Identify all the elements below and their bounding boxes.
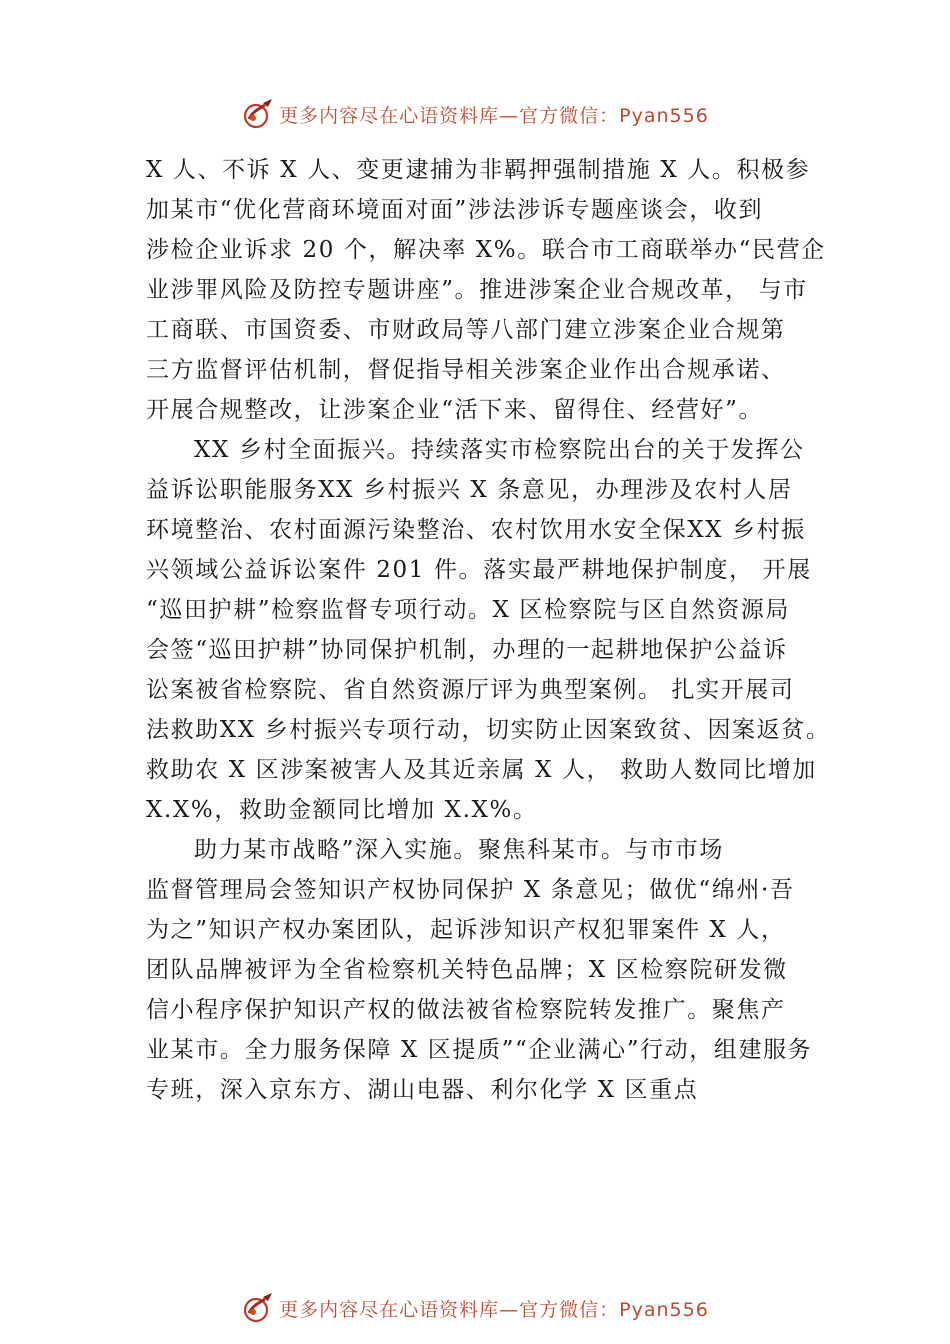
text-line: 加某市“优化营商环境面对面”涉法涉诉专题座谈会，收到 [146, 197, 764, 223]
text-line: 兴领域公益诉讼案件 201 件。落实最严耕地保护制度， 开展 [146, 557, 812, 583]
header-text: 更多内容尽在心语资料库—官方微信：Pyan556 [279, 104, 709, 127]
text-line: 信小程序保护知识产权的做法被省检察院转发推广。聚焦产 [146, 997, 786, 1023]
text-line: 法救助XX 乡村振兴专项行动，切实防止因案致贫、因案返贫。 [146, 717, 831, 743]
paragraph [146, 830, 836, 1110]
text-line: 团队品牌被评为全省检察机关特色品牌；X 区检察院研发微 [146, 957, 788, 983]
text-line: 业某市。全力服务保障 X 区提质”“企业满心”行动，组建服务 [146, 1037, 813, 1063]
paragraph [146, 430, 836, 830]
text-line: 为之”知识产权办案团队，起诉涉知识产权犯罪案件 X 人， [146, 917, 786, 943]
text-line: 专班，深入京东方、湖山电器、利尔化学 X 区重点 [146, 1077, 699, 1103]
text-line: 益诉讼职能服务XX 乡村振兴 X 条意见，办理涉及农村人居 [146, 477, 793, 503]
text-line: 三方监督评估机制，督促指导相关涉案企业作出合规承诺、 [146, 357, 786, 383]
text-line: 助力某市战略”深入实施。聚焦科某市。与市市场 [194, 837, 724, 863]
footer-banner [0, 1290, 950, 1326]
document-body [146, 150, 836, 1110]
text-line: 涉检企业诉求 20 个，解决率 X%。联合市工商联举办“民营企 [146, 237, 826, 263]
text-line: 开展合规整改，让涉案企业“活下来、留得住、经营好”。 [146, 397, 764, 423]
text-line: 监督管理局会签知识产权协同保护 X 条意见；做优“绵州·吾 [146, 877, 795, 903]
brush-logo-icon [241, 1291, 275, 1325]
text-line: 工商联、市国资委、市财政局等八部门建立涉案企业合规第 [146, 317, 786, 343]
text-line: 会签“巡田护耕”协同保护机制，办理的一起耕地保护公益诉 [146, 637, 788, 663]
footer-text: 更多内容尽在心语资料库—官方微信：Pyan556 [279, 1298, 709, 1321]
paragraph [146, 150, 836, 430]
text-line: X.X%，救助金额同比增加 X.X%。 [146, 797, 538, 823]
header-banner [0, 96, 950, 132]
text-line: 讼案被省检察院、省自然资源厅评为典型案例。 扎实开展司 [146, 677, 795, 703]
text-line: 救助农 X 区涉案被害人及其近亲属 X 人， 救助人数同比增加 [146, 757, 817, 783]
text-line: 环境整治、农村面源污染整治、农村饮用水安全保XX 乡村振 [146, 517, 806, 543]
text-line: XX 乡村全面振兴。持续落实市检察院出台的关于发挥公 [194, 437, 805, 463]
brush-logo-icon [241, 97, 275, 131]
text-line: X 人、不诉 X 人、变更逮捕为非羁押强制措施 X 人。积极参 [146, 157, 811, 183]
text-line: 业涉罪风险及防控专题讲座”。推进涉案企业合规改革， 与市 [146, 277, 808, 303]
text-line: “巡田护耕”检察监督专项行动。X 区检察院与区自然资源局 [146, 597, 791, 623]
